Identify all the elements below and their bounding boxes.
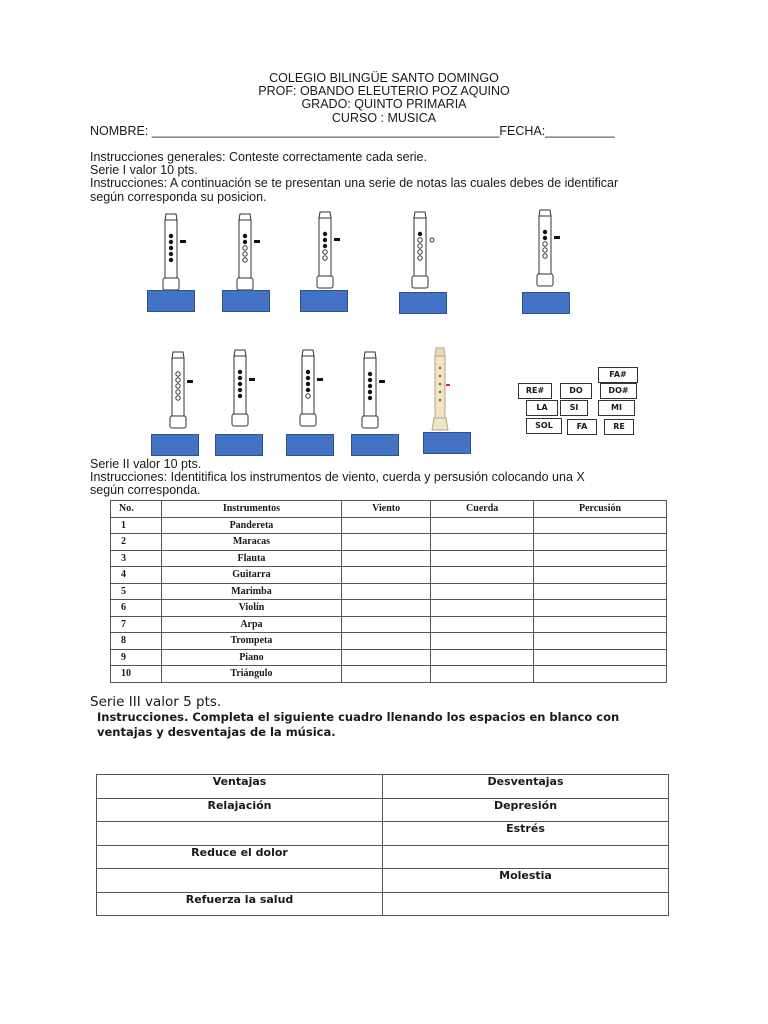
answer-box-4[interactable] xyxy=(399,292,447,314)
viento-cell[interactable] xyxy=(341,666,430,683)
table-row xyxy=(111,517,667,534)
viento-cell[interactable] xyxy=(341,517,430,534)
serie-2-title: Serie II valor 10 pts. xyxy=(90,457,202,471)
table-row xyxy=(97,822,669,846)
row-number: 7 xyxy=(111,616,162,633)
serie-3-instructions xyxy=(97,710,677,740)
cuerda-cell[interactable] xyxy=(431,666,534,683)
viento-cell[interactable] xyxy=(341,633,430,650)
viento-cell[interactable] xyxy=(341,649,430,666)
cuerda-cell[interactable] xyxy=(431,517,534,534)
col-header-desventajas: Desventajas xyxy=(383,775,669,799)
table-row xyxy=(111,600,667,617)
instrument-name: Trompeta xyxy=(162,633,342,650)
course: CURSO : MUSICA xyxy=(331,110,437,125)
serie-2-instructions-line: Instrucciones: Identitifica los instrumentos de viento, cuerda y persusión colocando una X xyxy=(90,470,585,485)
name-date-line: NOMBRE: __________________________________________________FECHA:__________ xyxy=(90,124,615,138)
row-number: 2 xyxy=(111,534,162,551)
answer-box-1[interactable] xyxy=(147,290,195,312)
note-tile-sol[interactable]: SOL xyxy=(526,418,562,434)
col-header-percusion: Percusión xyxy=(534,501,667,518)
desventaja-cell: Depresión xyxy=(383,798,669,822)
percusion-cell[interactable] xyxy=(534,666,667,683)
note-tile-fa[interactable]: FA xyxy=(567,419,597,435)
cuerda-cell[interactable] xyxy=(431,649,534,666)
table-row xyxy=(97,869,669,893)
recorder-diagram-6 xyxy=(163,350,195,430)
ventaja-cell: Reduce el dolor xyxy=(97,845,383,869)
percusion-cell[interactable] xyxy=(534,583,667,600)
row-number: 9 xyxy=(111,649,162,666)
col-header-no: No. xyxy=(111,501,162,518)
percusion-cell[interactable] xyxy=(534,517,667,534)
teacher-name: PROF: OBANDO ELEUTERIO POZ AQUINO xyxy=(258,84,510,99)
desventaja-cell: Estrés xyxy=(383,822,669,846)
note-tile-re[interactable]: RE xyxy=(604,419,634,435)
serie-1-instructions-cont: según corresponda su posicion. xyxy=(90,189,267,204)
table-header-row xyxy=(111,501,667,518)
percusion-cell[interactable] xyxy=(534,567,667,584)
instrument-name: Marimba xyxy=(162,583,342,600)
viento-cell[interactable] xyxy=(341,600,430,617)
table-row xyxy=(111,633,667,650)
answer-box-2[interactable] xyxy=(222,290,270,312)
instruments-table xyxy=(110,500,667,683)
viento-cell[interactable] xyxy=(341,616,430,633)
note-tile-mi[interactable]: MI xyxy=(598,400,635,416)
percusion-cell[interactable] xyxy=(534,550,667,567)
table-row xyxy=(97,798,669,822)
cuerda-cell[interactable] xyxy=(431,583,534,600)
serie-3-title: Serie III valor 5 pts. xyxy=(90,694,222,710)
ventaja-cell-blank[interactable] xyxy=(97,822,383,846)
answer-box-9[interactable] xyxy=(351,434,399,456)
table-row xyxy=(111,649,667,666)
table-header-row xyxy=(97,775,669,799)
recorder-diagram-1 xyxy=(156,212,188,292)
instrument-name: Arpa xyxy=(162,616,342,633)
general-instructions-line: Instrucciones generales: Conteste correctamente cada serie. xyxy=(90,150,427,164)
serie-2-instructions xyxy=(90,458,690,498)
answer-box-6[interactable] xyxy=(151,434,199,456)
serie-1-title: Serie I valor 10 pts. xyxy=(90,163,198,178)
row-number: 8 xyxy=(111,633,162,650)
recorder-diagram-9 xyxy=(355,350,387,430)
recorder-diagram-5 xyxy=(530,208,562,288)
recorder-diagram-3 xyxy=(310,210,342,290)
table-row xyxy=(111,567,667,584)
viento-cell[interactable] xyxy=(341,567,430,584)
instrument-name: Guitarra xyxy=(162,567,342,584)
instrument-name: Piano xyxy=(162,649,342,666)
note-tile-do-sharp[interactable]: DO# xyxy=(600,383,637,399)
cuerda-cell[interactable] xyxy=(431,633,534,650)
percusion-cell[interactable] xyxy=(534,649,667,666)
ventaja-cell-blank[interactable] xyxy=(97,869,383,893)
percusion-cell[interactable] xyxy=(534,534,667,551)
recorder-photo-icon xyxy=(428,346,452,432)
row-number: 3 xyxy=(111,550,162,567)
note-tile-fa-sharp[interactable]: FA# xyxy=(598,367,638,383)
col-header-ventajas: Ventajas xyxy=(97,775,383,799)
cuerda-cell[interactable] xyxy=(431,567,534,584)
desventaja-cell: Molestia xyxy=(383,869,669,893)
viento-cell[interactable] xyxy=(341,534,430,551)
answer-box-5[interactable] xyxy=(522,292,570,314)
serie-1-instructions: Instrucciones: A continuación se te presentan una serie de notas las cuales debes de identificar xyxy=(90,176,619,191)
row-number: 1 xyxy=(111,517,162,534)
recorder-diagram-7 xyxy=(225,348,257,428)
cuerda-cell[interactable] xyxy=(431,600,534,617)
instrument-name: Violín xyxy=(162,600,342,617)
percusion-cell[interactable] xyxy=(534,600,667,617)
col-header-viento: Viento xyxy=(341,501,430,518)
viento-cell[interactable] xyxy=(341,583,430,600)
ventajas-desventajas-table xyxy=(96,774,669,916)
answer-box-7[interactable] xyxy=(215,434,263,456)
note-tile-la[interactable]: LA xyxy=(526,400,558,416)
desventaja-cell-blank[interactable] xyxy=(383,845,669,869)
table-row xyxy=(111,616,667,633)
recorder-diagram-4 xyxy=(405,210,437,290)
answer-box-3[interactable] xyxy=(300,290,348,312)
instrument-name: Maracas xyxy=(162,534,342,551)
serie-3-instructions-line: Instrucciones. Completa el siguiente cuadro llenando los espacios en blanco con xyxy=(97,710,620,724)
cuerda-cell[interactable] xyxy=(431,550,534,567)
ventaja-cell: Relajación xyxy=(97,798,383,822)
cuerda-cell[interactable] xyxy=(431,534,534,551)
table-row xyxy=(97,892,669,916)
recorder-diagram-8 xyxy=(293,348,325,428)
note-tile-do[interactable]: DO xyxy=(560,383,592,399)
document-header xyxy=(0,72,768,125)
answer-box-8[interactable] xyxy=(286,434,334,456)
instrument-name: Flauta xyxy=(162,550,342,567)
general-instructions xyxy=(90,151,690,204)
viento-cell[interactable] xyxy=(341,550,430,567)
note-tile-re-sharp[interactable]: RE# xyxy=(518,383,552,399)
table-row xyxy=(111,666,667,683)
cuerda-cell[interactable] xyxy=(431,616,534,633)
instrument-name: Triángulo xyxy=(162,666,342,683)
table-row xyxy=(111,550,667,567)
recorder-diagram-2 xyxy=(230,212,262,292)
row-number: 4 xyxy=(111,567,162,584)
table-row xyxy=(97,845,669,869)
answer-box-10[interactable] xyxy=(423,432,471,454)
desventaja-cell-blank[interactable] xyxy=(383,892,669,916)
ventaja-cell: Refuerza la salud xyxy=(97,892,383,916)
table-row xyxy=(111,534,667,551)
table-row xyxy=(111,583,667,600)
note-tile-si[interactable]: SI xyxy=(560,400,588,416)
row-number: 10 xyxy=(111,666,162,683)
grade: GRADO: QUINTO PRIMARIA xyxy=(301,97,467,112)
percusion-cell[interactable] xyxy=(534,616,667,633)
serie-3-instructions-cont: ventajas y desventajas de la música. xyxy=(97,725,336,739)
col-header-cuerda: Cuerda xyxy=(431,501,534,518)
school-name: COLEGIO BILINGÜE SANTO DOMINGO xyxy=(269,71,499,85)
serie-2-instructions-cont: según corresponda. xyxy=(90,483,201,498)
row-number: 6 xyxy=(111,600,162,617)
percusion-cell[interactable] xyxy=(534,633,667,650)
instrument-name: Pandereta xyxy=(162,517,342,534)
row-number: 5 xyxy=(111,583,162,600)
col-header-instrumentos: Instrumentos xyxy=(162,501,342,518)
